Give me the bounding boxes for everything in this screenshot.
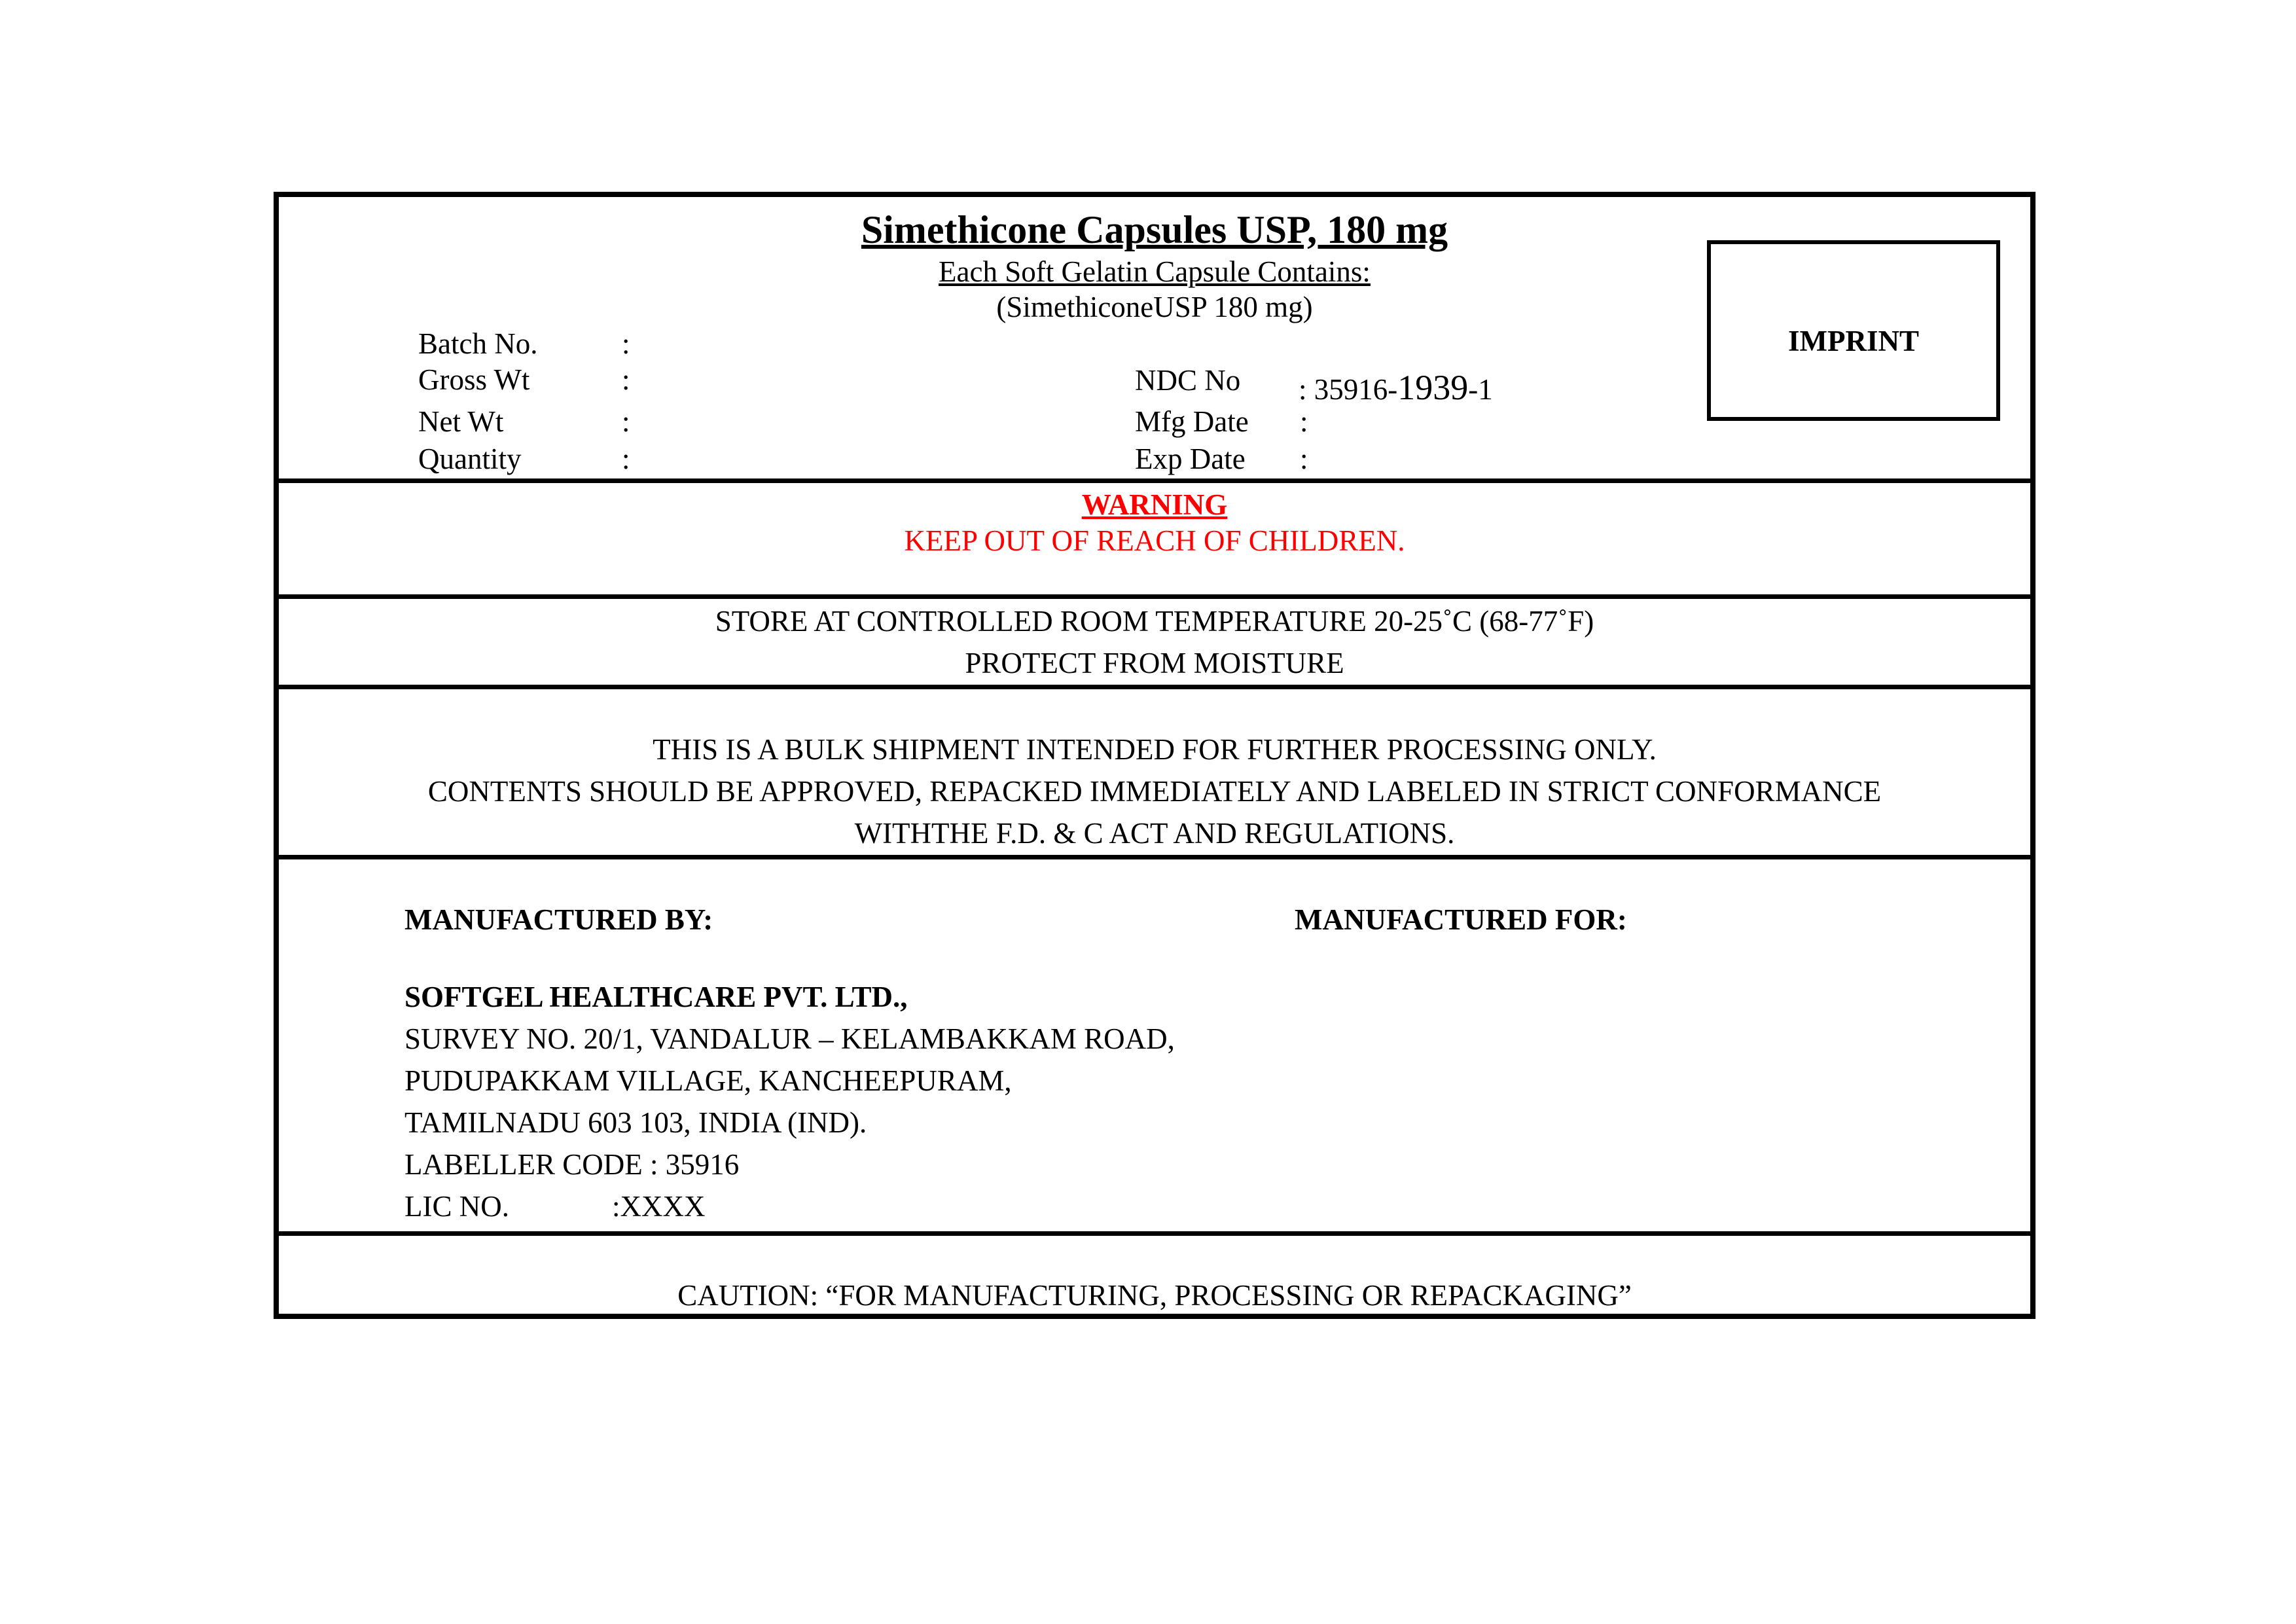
labeller-code: LABELLER CODE : 35916 (404, 1148, 740, 1181)
gross-wt-label: Gross Wt (418, 363, 530, 396)
ndc-product-code: 1939 (1397, 368, 1469, 407)
divider (279, 594, 2030, 599)
exp-date-label: Exp Date (1135, 442, 1246, 475)
ndc-package-code: -1 (1468, 373, 1493, 406)
ndc-label: NDC No (1135, 364, 1241, 397)
divider (279, 1231, 2030, 1236)
bulk-line-2: CONTENTS SHOULD BE APPROVED, REPACKED IMMEDIATELY AND LABELED IN STRICT CONFORMANCE (427, 775, 1882, 808)
batch-no-separator: : (622, 327, 630, 360)
product-title: Simethicone Capsules USP, 180 mg (861, 208, 1448, 251)
quantity-separator: : (622, 442, 630, 475)
net-wt-label: Net Wt (418, 405, 504, 438)
divider (279, 685, 2030, 689)
mfg-date-label: Mfg Date (1135, 405, 1249, 438)
manufactured-for-heading: MANUFACTURED FOR: (1295, 903, 1627, 936)
mfg-date-separator: : (1300, 405, 1308, 438)
manufacturer-address-2: PUDUPAKKAM VILLAGE, KANCHEEPURAM, (404, 1064, 1012, 1097)
warning-text: KEEP OUT OF REACH OF CHILDREN. (904, 524, 1405, 557)
contents-subtitle: Each Soft Gelatin Capsule Contains: (939, 255, 1371, 288)
divider (279, 855, 2030, 859)
ndc-value (1299, 370, 1493, 405)
product-label (274, 192, 2036, 1319)
gross-wt-separator: : (622, 363, 630, 396)
manufacturer-address-3: TAMILNADU 603 103, INDIA (IND). (404, 1106, 867, 1139)
composition: (SimethiconeUSP 180 mg) (996, 291, 1313, 323)
manufactured-by-heading: MANUFACTURED BY: (404, 903, 713, 936)
lic-no-label: LIC NO. (404, 1190, 509, 1223)
divider (279, 478, 2030, 483)
ndc-prefix: : 35916- (1299, 373, 1398, 406)
quantity-label: Quantity (418, 442, 522, 475)
imprint-label: IMPRINT (1788, 325, 1919, 357)
lic-no-value: :XXXX (612, 1190, 706, 1223)
caution-text: CAUTION: “FOR MANUFACTURING, PROCESSING OR REPACKAGING” (677, 1279, 1632, 1312)
batch-no-label: Batch No. (418, 327, 538, 360)
bulk-line-1: THIS IS A BULK SHIPMENT INTENDED FOR FURTHER PROCESSING ONLY. (653, 733, 1657, 766)
net-wt-separator: : (622, 405, 630, 438)
storage-temperature: STORE AT CONTROLLED ROOM TEMPERATURE 20-25˚C (68-77˚F) (715, 605, 1594, 638)
exp-date-separator: : (1300, 442, 1308, 475)
storage-moisture: PROTECT FROM MOISTURE (965, 647, 1344, 679)
imprint-box (1707, 240, 2000, 421)
bulk-line-3: WITHTHE F.D. & C ACT AND REGULATIONS. (854, 817, 1455, 850)
warning-title: WARNING (1081, 488, 1228, 521)
manufacturer-company: SOFTGEL HEALTHCARE PVT. LTD., (404, 981, 908, 1013)
manufacturer-address-1: SURVEY NO. 20/1, VANDALUR – KELAMBAKKAM ROAD, (404, 1022, 1175, 1055)
